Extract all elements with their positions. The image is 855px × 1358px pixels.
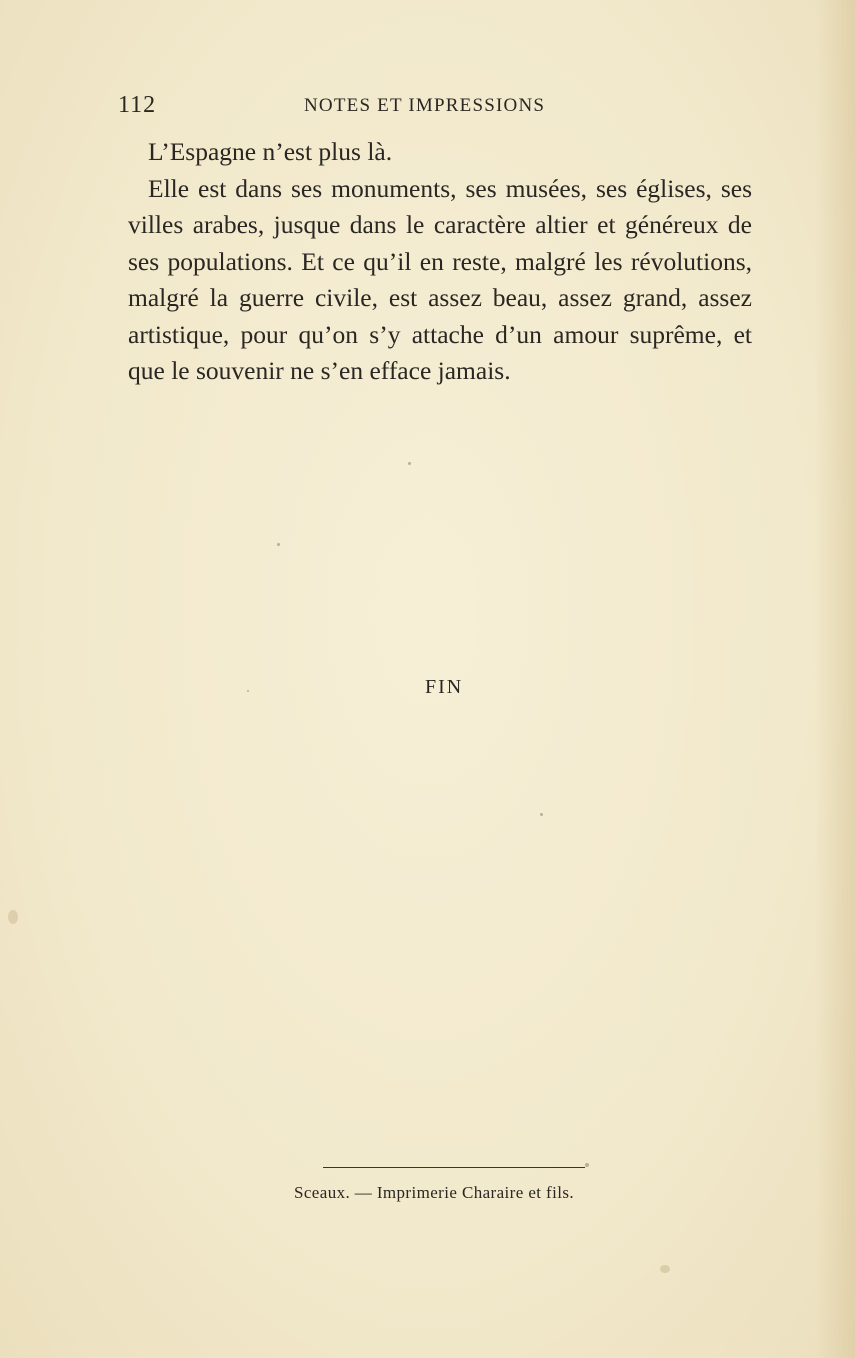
paragraph: L’Espagne n’est plus là. — [148, 137, 393, 166]
body-text — [128, 134, 752, 390]
paper-speck — [277, 543, 280, 546]
page-number: 112 — [118, 92, 157, 118]
paragraph: Elle est dans ses monuments, ses musées, ses églises, ses villes arabes, jusque dans le caractère altier et généreux de ses populations. Et ce qu’il en reste, malgré les révolutions, malgré la guerre civile, est assez beau, assez grand, assez artistique, pour qu’on s’y attache d’un amour suprême, et que le souvenir ne s’en efface jamais. — [128, 173, 752, 385]
running-head: NOTES ET IMPRESSIONS — [304, 95, 546, 116]
paper-speck — [247, 690, 249, 692]
paper-speck — [540, 813, 543, 816]
fin-label: FIN — [425, 676, 464, 698]
printer-imprint: Sceaux. — Imprimerie Charaire et fils. — [294, 1183, 575, 1202]
divider-rule — [323, 1167, 585, 1168]
paper-speck — [408, 462, 411, 465]
paper-speck — [660, 1265, 670, 1273]
page-edge-shading — [815, 0, 855, 1358]
page-header — [118, 92, 558, 122]
paper-speck — [8, 910, 18, 924]
paper-speck — [585, 1163, 589, 1167]
